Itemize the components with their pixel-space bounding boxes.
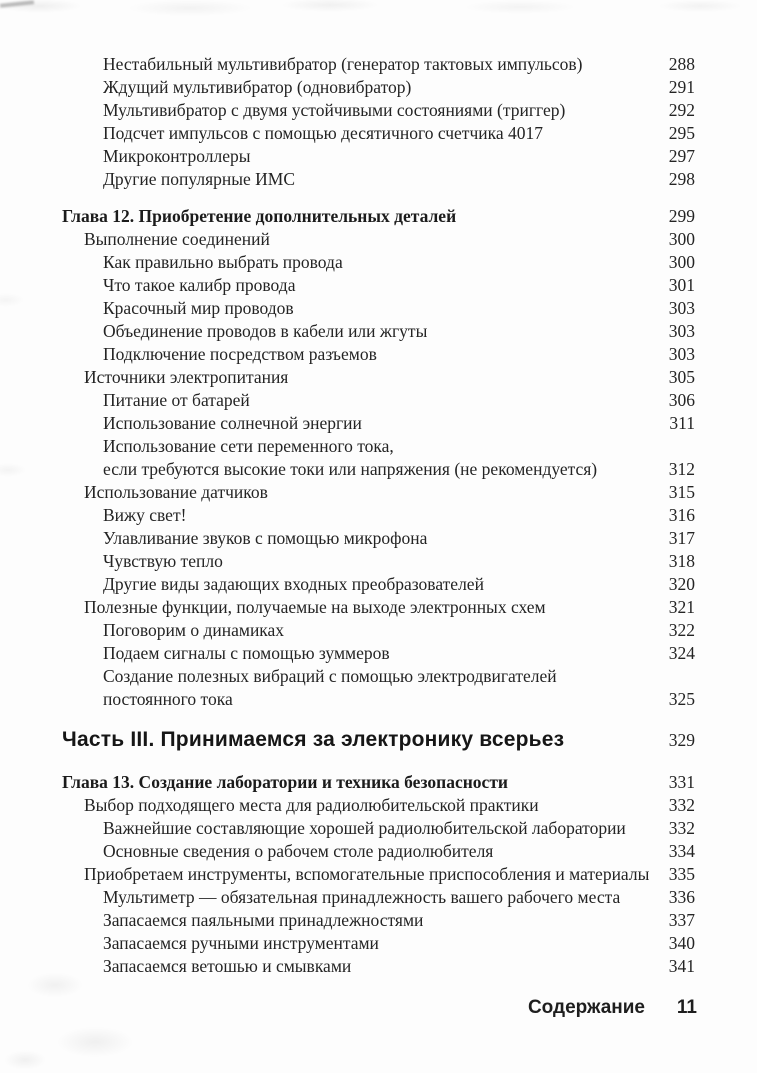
toc-row — [62, 863, 695, 886]
toc-entry-title: Ждущий мультивибратор (одновибратор) — [103, 77, 412, 97]
toc-entry-page: 297 — [668, 146, 695, 166]
toc-entry-page: 340 — [668, 933, 695, 953]
toc-row — [62, 688, 695, 711]
page-footer — [62, 997, 697, 1019]
toc-entry-page: 332 — [668, 795, 695, 815]
toc-row — [62, 573, 695, 596]
toc-entry-page: 298 — [668, 169, 695, 189]
toc-entry-title: Использование солнечной энергии — [103, 413, 362, 433]
toc-entry-title: Чувствую тепло — [103, 551, 223, 571]
toc-row — [62, 366, 695, 389]
toc-entry-page: 303 — [668, 344, 695, 364]
toc-entry-title: Объединение проводов в кабели или жгуты — [103, 321, 428, 341]
toc-entry-title: Запасаемся паяльными принадлежностями — [103, 910, 424, 930]
toc-entry-title: Глава 13. Создание лаборатории и техника безопасности — [62, 772, 509, 792]
toc-row — [62, 665, 695, 688]
toc-row — [62, 274, 695, 297]
toc-entry-page: 321 — [668, 597, 695, 617]
toc-entry-page: 303 — [668, 298, 695, 318]
toc-entry-title: Важнейшие составляющие хорошей радиолюбительской лаборатории — [103, 818, 626, 838]
toc-entry-title: Создание полезных вибраций с помощью электродвигателей — [103, 666, 557, 686]
toc-row — [62, 726, 695, 757]
toc-entry-title: Использование датчиков — [84, 482, 268, 502]
toc-row — [62, 228, 695, 251]
toc-entry-page: 325 — [668, 689, 695, 709]
toc-entry-title: Красочный мир проводов — [103, 298, 294, 318]
toc-row — [62, 771, 695, 794]
toc-entry-page: 301 — [668, 275, 695, 295]
toc-entry-page: 318 — [668, 551, 695, 571]
toc-entry-title: Другие популярные ИМС — [103, 169, 296, 189]
toc-entry-title: Основные сведения о рабочем столе радиолюбителя — [103, 841, 494, 861]
toc-entry-title: Глава 12. Приобретение дополнительных деталей — [62, 206, 457, 226]
toc-entry-page: 295 — [668, 123, 695, 143]
toc-entry-title: Что такое калибр провода — [103, 275, 296, 295]
toc-entry-page: 300 — [668, 252, 695, 272]
toc-entry-title: Источники электропитания — [84, 367, 289, 387]
toc-row — [62, 343, 695, 366]
toc-row — [62, 320, 695, 343]
toc-entry-title: Микроконтроллеры — [103, 146, 251, 166]
toc-entry-title: Улавливание звуков с помощью микрофона — [103, 528, 428, 548]
toc-row — [62, 389, 695, 412]
toc-entry-page: 316 — [668, 505, 695, 525]
toc-row — [62, 99, 695, 122]
toc-row — [62, 955, 695, 978]
toc-row — [62, 642, 695, 665]
toc-row — [62, 458, 695, 481]
toc-entry-title: Вижу свет! — [103, 505, 187, 525]
toc-entry-title: постоянного тока — [103, 689, 233, 709]
toc-row — [62, 550, 695, 573]
toc-entry-title: Приобретаем инструменты, вспомогательные приспособления и материалы — [84, 864, 650, 884]
toc-entry-page: 312 — [668, 459, 695, 479]
toc-entry-title: Выбор подходящего места для радиолюбительской практики — [84, 795, 539, 815]
toc-entry-title: Запасаемся ветошью и смывками — [103, 956, 352, 976]
toc-entry-page: 331 — [668, 772, 695, 792]
toc-row — [62, 596, 695, 619]
toc-row — [62, 122, 695, 145]
toc-entry-title: Другие виды задающих входных преобразователей — [103, 574, 484, 594]
footer-page-number: 11 — [676, 997, 697, 1018]
toc-row — [62, 168, 695, 191]
toc-entry-page: 292 — [668, 100, 695, 120]
toc-entry-page: 329 — [668, 730, 695, 750]
toc-entry-title: Нестабильный мультивибратор (генератор тактовых импульсов) — [103, 54, 583, 74]
toc-entry-title: Мультивибратор с двумя устойчивыми состояниями (триггер) — [103, 100, 566, 120]
toc-entry-page: 311 — [669, 413, 695, 433]
footer-section-label: Содержание — [527, 997, 645, 1018]
toc-row — [62, 481, 695, 504]
toc-entry-title: Подключение посредством разъемов — [103, 344, 377, 364]
toc-entry-title: Подсчет импульсов с помощью десятичного счетчика 4017 — [103, 123, 544, 143]
toc-entry-title: Как правильно выбрать провода — [103, 252, 343, 272]
toc-entry-title: если требуются высокие токи или напряжения (не рекомендуется) — [103, 459, 598, 479]
toc-entry-page: 300 — [668, 229, 695, 249]
toc-entry-page: 288 — [668, 54, 695, 74]
scan-artifact — [0, 0, 34, 8]
toc-row — [62, 886, 695, 909]
toc-entry-page: 303 — [668, 321, 695, 341]
toc-entry-page: 334 — [668, 841, 695, 861]
toc-entry-title: Поговорим о динамиках — [103, 620, 285, 640]
toc-row — [62, 435, 695, 458]
toc-entry-title: Выполнение соединений — [84, 229, 270, 249]
toc-row — [62, 794, 695, 817]
toc-row — [62, 817, 695, 840]
toc-entry-page: 315 — [668, 482, 695, 502]
toc-entry-page: 332 — [668, 818, 695, 838]
toc-entry-title: Полезные функции, получаемые на выходе электронных схем — [84, 597, 546, 617]
toc-entry-title: Часть III. Принимаемся за электронику всерьез — [62, 728, 565, 751]
toc-entry-page: 317 — [668, 528, 695, 548]
toc-entry-page: 322 — [668, 620, 695, 640]
toc-row — [62, 53, 695, 76]
toc-entry-page: 299 — [668, 206, 695, 226]
toc-entry-page: 320 — [668, 574, 695, 594]
toc-row — [62, 412, 695, 435]
toc-entry-page: 305 — [668, 367, 695, 387]
toc-entry-title: Запасаемся ручными инструментами — [103, 933, 379, 953]
toc-row — [62, 504, 695, 527]
toc-row — [62, 527, 695, 550]
toc-list — [62, 53, 695, 978]
toc-entry-title: Питание от батарей — [103, 390, 250, 410]
toc-row — [62, 909, 695, 932]
toc-row — [62, 932, 695, 955]
toc-entry-page: 336 — [668, 887, 695, 907]
toc-entry-page: 306 — [668, 390, 695, 410]
toc-entry-page: 337 — [668, 910, 695, 930]
toc-row — [62, 145, 695, 168]
toc-entry-title: Мультиметр — обязательная принадлежность вашего рабочего места — [103, 887, 621, 907]
toc-entry-title: Подаем сигналы с помощью зуммеров — [103, 643, 390, 663]
toc-row — [62, 840, 695, 863]
toc-row — [62, 619, 695, 642]
toc-row — [62, 205, 695, 228]
toc-entry-page: 335 — [668, 864, 695, 884]
toc-entry-page: 324 — [668, 643, 695, 663]
toc-entry-title: Использование сети переменного тока, — [103, 436, 394, 456]
toc-row — [62, 297, 695, 320]
toc-row — [62, 76, 695, 99]
toc-entry-page: 341 — [668, 956, 695, 976]
toc-entry-page: 291 — [668, 77, 695, 97]
toc-row — [62, 251, 695, 274]
